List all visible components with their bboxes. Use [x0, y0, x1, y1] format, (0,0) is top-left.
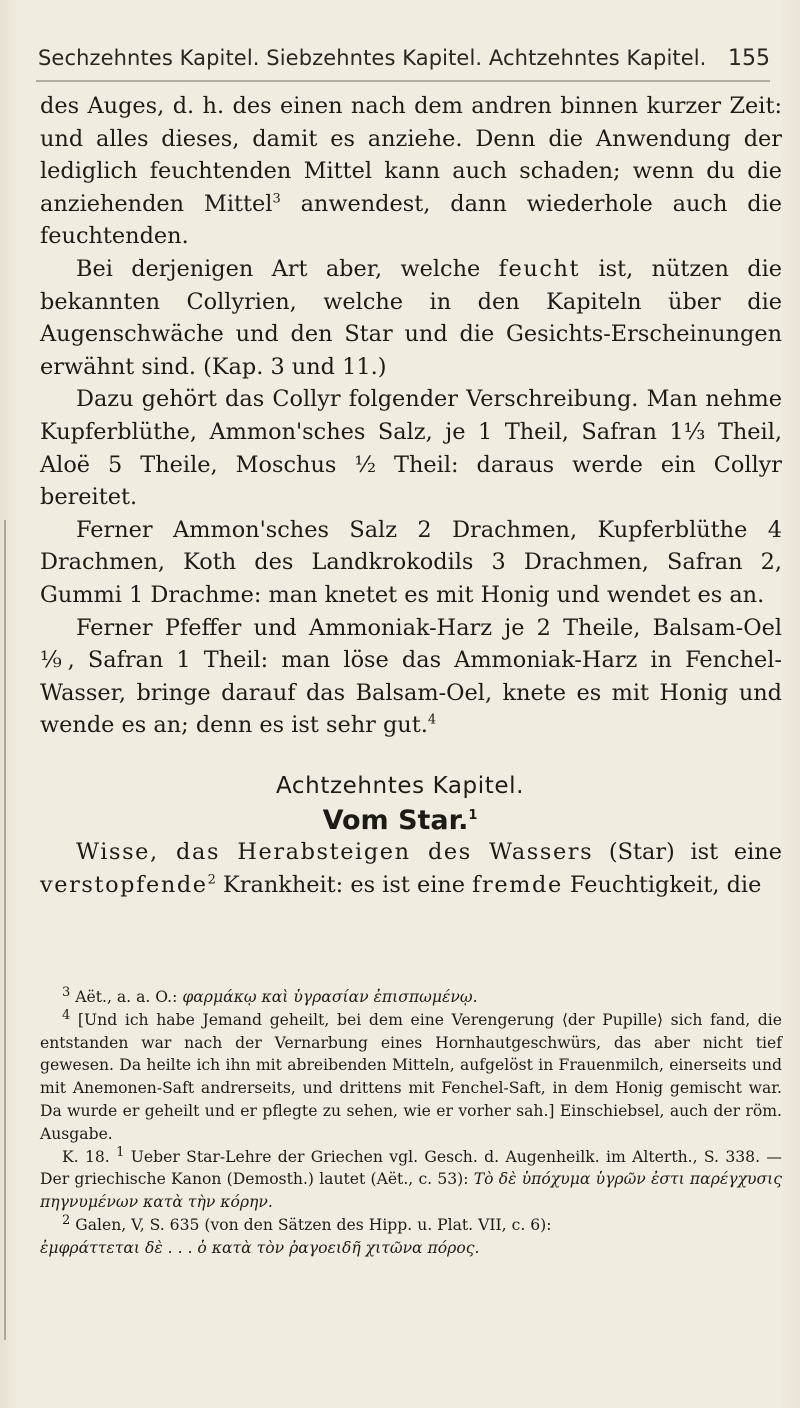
- chapter-subtitle: Vom Star.$^1$: [322, 805, 478, 836]
- footnote-ref-1: 1: [468, 808, 478, 823]
- footnote-ref-4: 4: [427, 712, 437, 728]
- footnotes: [40, 986, 782, 1260]
- footnote-4: $^4$ [Und ich habe Jemand geheilt, bei dem eine Verengerung ⟨der Pupille⟩ sich fand, die entstanden war nach der Vernarbung eines Hornhautgeschwürs, das aber nicht tief gewesen. Da heilte ich ihn mit abreibenden Mitteln, aufgelöst in Frauenmilch, einerseits und mit Anemonen-Saft andrerseits, und drittens mit Fenchel-Saft, in dem Honig gemischt war. Da wurde er geheilt und er pflegte zu sehen, wie er vorher sah.] Einschiebsel, auch der röm. Ausgabe.: [40, 1007, 782, 1143]
- paragraph-3: Dazu gehört das Collyr folgender Verschreibung. Man nehme Kupferblüthe, Ammon'sches Salz, je 1 Theil, Safran 1⅓ Theil, Aloë 5 Theile, Moschus ½ Theil: daraus werde ein Collyr bereitet.: [40, 386, 782, 511]
- paragraph-2: Bei derjenigen Art aber, welche feucht ist, nützen die bekannten Collyrien, welche in den Kapiteln über die Augenschwäche und den Star und die Gesichts-Erscheinungen erwähnt sind. (Kap. 3 und 11.): [40, 255, 782, 380]
- footnote-k18-2: $^2$ Galen, V, S. 635 (von den Sätzen des Hipp. u. Plat. VII, c. 6):: [62, 1212, 552, 1234]
- header-rule: [36, 80, 770, 86]
- main-text-top: [40, 90, 782, 742]
- paragraph-4: Ferner Ammon'sches Salz 2 Drachmen, Kupferblüthe 4 Drachmen, Koth des Landkrokodils 3 Drachmen, Safran 2, Gummi 1 Drachme: man knetet es mit Honig und wendet es an.: [40, 516, 782, 608]
- running-head-title: Sechzehntes Kapitel. Siebzehntes Kapitel. Achtzehntes Kapitel.: [38, 46, 707, 70]
- running-head: [38, 46, 770, 71]
- footnote-3: $^3$ Aët., a. a. O.: φαρμάκῳ καὶ ὑγρασίαν ἐπισπωμένῳ.: [62, 984, 478, 1006]
- footnote-k18-2-greek: ἐμφράττεται δὲ . . . ὁ κατὰ τὸν ῥαγοειδῆ χιτῶνα πόρος.: [40, 1238, 480, 1257]
- main-text-bottom: [40, 836, 782, 901]
- footnote-k18-1: K. 18. $^1$ Ueber Star-Lehre der Griechen vgl. Gesch. d. Augenheilk. im Alterth., S. 338. — Der griechische Kanon (Demosth.) lautet (Aët., c. 53): Τὸ δὲ ὑπόχυμα ὑγρῶν ἐστι παρέγχυσις πηγνυμένων κατὰ τὴν κόρην.: [40, 1144, 782, 1212]
- paragraph-1: des Auges, d. h. des einen nach dem andren binnen kurzer Zeit: und alles dieses, damit es anziehe. Denn die Anwendung der lediglich feuchtenden Mittel kann auch schaden; wenn du die anziehenden Mittel$^3$ anwendest, dann wiederhole auch die feuchtenden.: [40, 93, 783, 250]
- footnote-ref-3: 3: [272, 191, 281, 207]
- footnote-ref-2: 2: [207, 872, 216, 888]
- page-edge-shadow: [4, 520, 6, 1340]
- paragraph-5: Ferner Pfeffer und Ammoniak-Harz je 2 Theile, Balsam-Oel ⅑, Safran 1 Theil: man löse das Ammoniak-Harz in Fenchel-Wasser, bringe darauf das Balsam-Oel, knete es mit Honig und wende es an; denn es ist sehr gut.$^4$: [40, 614, 782, 739]
- page-number: 155: [728, 46, 770, 71]
- paragraph-star: Wisse, das Herabsteigen des Wassers (Star) ist eine verstopfende$^2$ Krankheit: es ist eine fremde Feuchtigkeit, die: [40, 839, 782, 898]
- chapter-title: Achtzehntes Kapitel.: [275, 773, 525, 799]
